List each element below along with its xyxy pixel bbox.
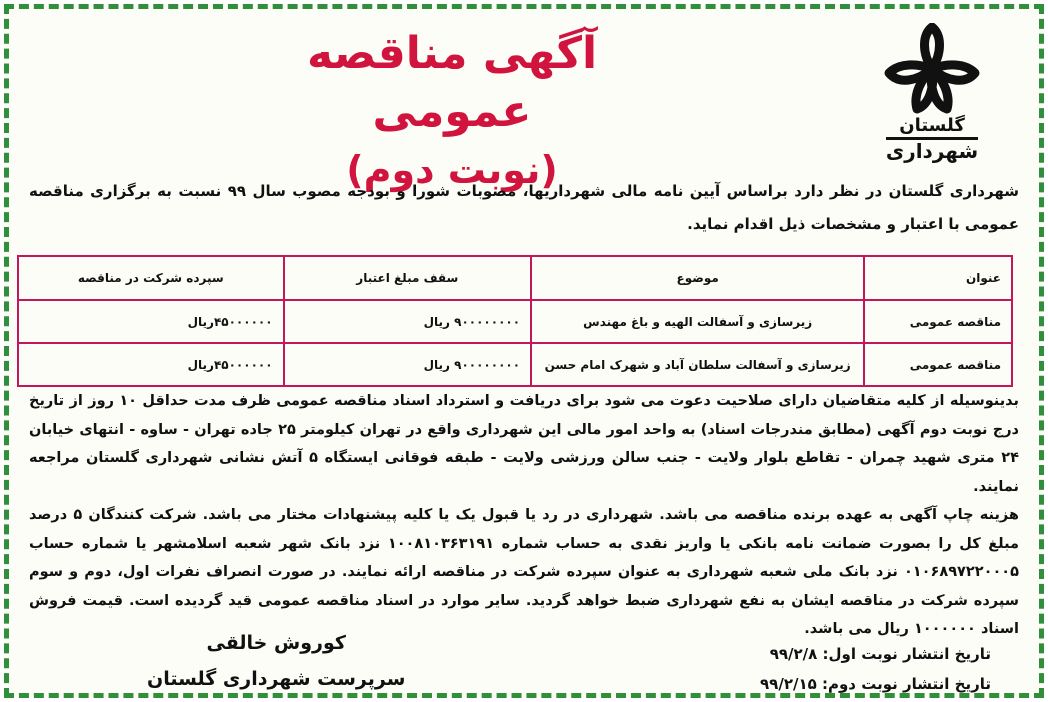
header-title: عنوان — [864, 256, 1012, 300]
signature-block — [147, 625, 405, 697]
ad-title: آگهی مناقصه عمومی — [306, 28, 598, 137]
body-paragraph-invitation: بدینوسیله از کلیه متقاضیان دارای صلاحیت دعوت می شود برای دریافت و استرداد اسناد مناقصه عمومی ظرف مدت حداقل ۱۰ روز از تاریخ درج نوبت دوم آگهی (مطابق مندرجات اسناد) به واحد امور مالی این شهرداری واقع در تهران کیلومتر ۲۵ جاده تهران - ساوه - انتهای خیابان ۲۴ متری شهید چمران - تقاطع بلوار ولایت - جنب سالن ورزشی ولایت - طبقه فوقانی ایستگاه ۵ آتش نشانی شهرداری گلستان مراجعه نمایند. — [29, 393, 1019, 495]
logo-text-line1: گلستان — [899, 115, 965, 136]
first-publication-date: تاریخ انتشار نوبت اول: ۹۹/۲/۸ — [769, 645, 991, 663]
body-paragraph-conditions: هزینه چاپ آگهی به عهده برنده مناقصه می باشد. شهرداری در رد یا قبول یک یا کلیه پیشنهادات مختار می باشد. شرکت کنندگان ۵ درصد مبلغ کل را بصورت ضمانت نامه بانکی یا واریز نقدی به حساب شماره ۱۰۰۸۱۰۳۶۳۱۹۱ نزد بانک شهر شعبه اسلامشهر یا شماره حساب ۰۱۰۶۸۹۷۲۲۰۰۰۵ نزد بانک ملی شعبه شهرداری به عنوان سپرده شرکت در مناقصه ارائه نمایند. در صورت انصراف نفرات اول، دوم و سوم سپرده شرکت در مناقصه ایشان به نفع شهرداری ضبط خواهد گردید. سایر موارد در اسناد مناقصه عمومی قید گردیده است. قیمت فروش اسناد ۱۰۰۰۰۰۰ ریال می باشد. — [29, 507, 1019, 637]
header-deposit: سپرده شرکت در مناقصه — [18, 256, 284, 300]
second-publication-date: تاریخ انتشار نوبت دوم: ۹۹/۲/۱۵ — [760, 675, 991, 693]
signer-position: سرپرست شهرداری گلستان — [147, 668, 406, 690]
title-block — [237, 25, 667, 195]
signer-name: کوروش خالقی — [206, 632, 346, 654]
header-ceiling: سقف مبلغ اعتبار — [284, 256, 532, 300]
table-header-row — [18, 256, 1012, 300]
row-subject: زیرسازی و آسفالت الهیه و باغ مهندس — [531, 300, 864, 343]
publication-dates — [760, 639, 991, 699]
row-ceiling: ۹۰۰۰۰۰۰۰۰ ریال — [284, 343, 532, 386]
tender-table — [17, 255, 1013, 387]
row-deposit: ۴۵۰۰۰۰۰۰ریال — [18, 343, 284, 386]
table-row — [18, 300, 1012, 343]
ad-subtitle: (نوبت دوم) — [346, 148, 558, 192]
row-title: مناقصه عمومی — [864, 300, 1012, 343]
body-text — [29, 387, 1019, 644]
row-deposit: ۴۵۰۰۰۰۰۰ریال — [18, 300, 284, 343]
row-ceiling: ۹۰۰۰۰۰۰۰۰ ریال — [284, 300, 532, 343]
logo-text-line2: شهرداری — [885, 139, 979, 163]
header-subject: موضوع — [531, 256, 864, 300]
municipality-logo — [857, 23, 1007, 173]
intro-paragraph: شهرداری گلستان در نظر دارد براساس آیین نامه مالی شهرداریها، مصوبات شورا و بودجه مصوب سال ۹۹ نسبت به برگزاری مناقصه عمومی با اعتبار و مشخصات ذیل اقدام نماید. — [29, 182, 1019, 233]
ad-frame — [4, 4, 1044, 698]
row-subject: زیرسازی و آسفالت سلطان آباد و شهرک امام حسن — [531, 343, 864, 386]
flower-icon — [877, 23, 987, 115]
table-row — [18, 343, 1012, 386]
ad-content — [17, 15, 1031, 693]
row-title: مناقصه عمومی — [864, 343, 1012, 386]
